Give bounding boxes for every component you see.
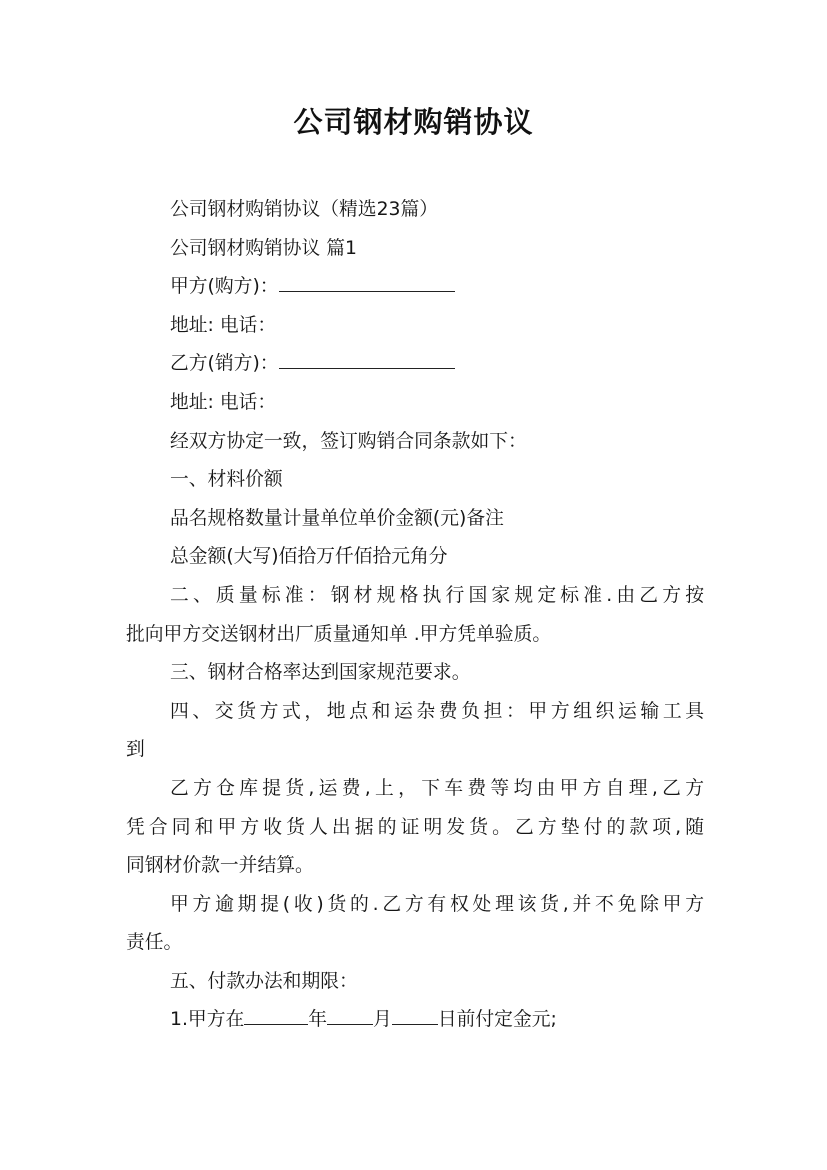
- payment-clause-line: [126, 1001, 704, 1040]
- paragraph-line: 品名规格数量计量单位单价金额(元)备注: [170, 507, 504, 529]
- paragraph-line: 经双方协定一致，签订购销合同条款如下：: [170, 430, 527, 452]
- paragraph-line: 到: [126, 739, 145, 761]
- month-label: 月: [373, 1009, 392, 1031]
- paragraph-line: 公司钢材购销协议（精选23篇）: [170, 199, 439, 220]
- document-body: [126, 191, 704, 1040]
- paragraph-line: 责任。: [126, 932, 183, 954]
- paragraph-line: 四、交货方式，地点和运杂费负担：甲方组织运输工具: [170, 700, 704, 722]
- party-b-blank: [279, 348, 455, 369]
- paragraph-line: 二、质量标准：钢材规格执行国家规定标准.由乙方按: [170, 584, 704, 606]
- party-b-line: [126, 345, 704, 384]
- party-a-line: [126, 268, 704, 307]
- paragraph-line: 地址: 电话：: [170, 314, 277, 336]
- paragraph-line: 总金额(大写)佰拾万仟佰拾元角分: [170, 546, 448, 568]
- party-b-label: 乙方(销方)：: [170, 353, 279, 375]
- payment-prefix: 1.甲方在: [170, 1009, 245, 1031]
- payment-suffix: 日前付定金元;: [437, 1009, 557, 1031]
- paragraph-line: 凭合同和甲方收货人出据的证明发货。乙方垫付的款项,随: [126, 816, 704, 838]
- year-label: 年: [308, 1009, 328, 1031]
- paragraph-line: 公司钢材购销协议 篇1: [170, 237, 357, 259]
- paragraph-line: 同钢材价款一并结算。: [126, 855, 314, 877]
- year-blank: [244, 1004, 308, 1025]
- paragraph-line: 批向甲方交送钢材出厂质量通知单 .甲方凭单验质。: [126, 623, 552, 645]
- paragraph-line: 地址: 电话：: [170, 391, 277, 413]
- month-blank: [327, 1004, 373, 1025]
- paragraph-line: 三、钢材合格率达到国家规范要求。: [170, 662, 471, 684]
- paragraph-line: 乙方仓库提货,运费,上，下车费等均由甲方自理,乙方: [170, 777, 704, 799]
- document-title: 公司钢材购销协议: [293, 105, 534, 139]
- day-blank: [392, 1004, 438, 1025]
- paragraph-line: 一、材料价额: [170, 469, 283, 491]
- paragraph-line: 甲方逾期提(收)货的.乙方有权处理该货,并不免除甲方: [170, 893, 704, 915]
- party-a-blank: [279, 271, 455, 292]
- paragraph-line: 五、付款办法和期限：: [170, 970, 358, 992]
- party-a-label: 甲方(购方)：: [170, 276, 279, 298]
